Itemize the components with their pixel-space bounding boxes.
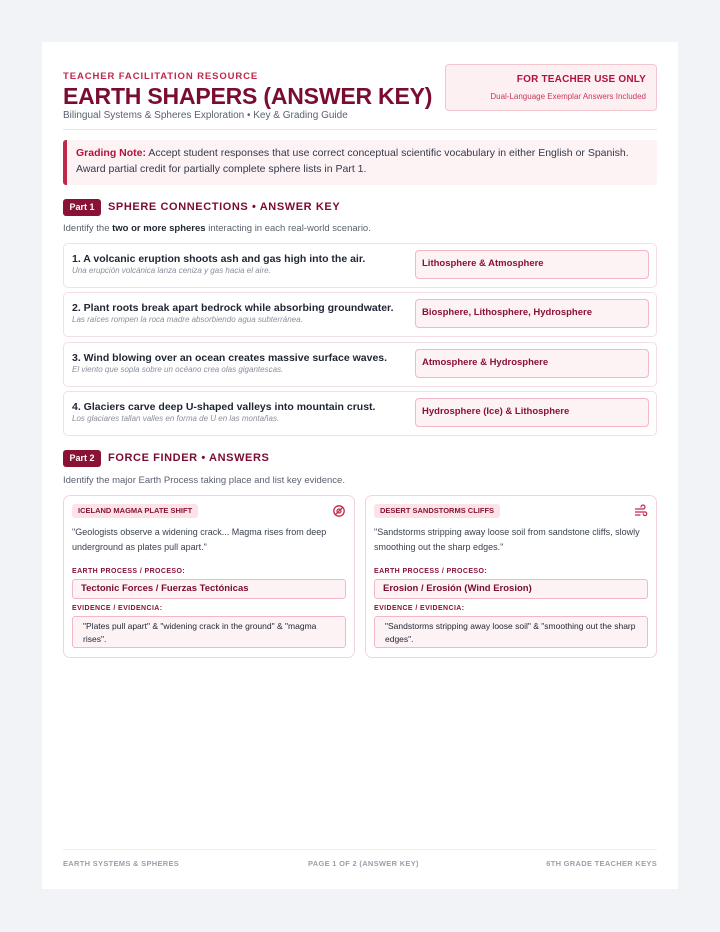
evidence-answer: "Sandstorms stripping away loose soil" & "smoothing out the sharp edges". [374, 616, 648, 648]
worksheet-page [42, 42, 678, 889]
card-quote: "Sandstorms stripping away loose soil from sandstone cliffs, slowly smoothing out the sharp edges." [374, 527, 640, 552]
part1-instruction-post: interacting in each real-world scenario. [205, 223, 371, 234]
teacher-use-title: FOR TEACHER USE ONLY [516, 74, 646, 85]
footer [63, 849, 657, 873]
scenario-spanish: Los glaciares tallan valles en forma de U en las montañas. [72, 414, 280, 423]
process-answer: Tectonic Forces / Fuerzas Tectónicas [72, 579, 346, 599]
evidence-label: EVIDENCE / EVIDENCIA: [72, 605, 163, 612]
scenario-answer: Lithosphere & Atmosphere [415, 250, 649, 279]
scenario-spanish: El viento que sopla sobre un océano crea olas gigantescas. [72, 365, 284, 374]
part1-instruction [63, 223, 371, 234]
footer-left: EARTH SYSTEMS & SPHERES [63, 859, 180, 868]
grading-note [63, 140, 657, 185]
page-subtitle: Bilingual Systems & Spheres Exploration • Key & Grading Guide [63, 110, 348, 121]
card-tag: DESERT SANDSTORMS CLIFFS [374, 504, 500, 518]
scenario-question: 4. Glaciers carve deep U-shaped valleys into mountain crust. [72, 401, 376, 413]
part2-badge: Part 2 [63, 450, 101, 467]
teacher-use-box [445, 64, 657, 111]
card-quote: "Geologists observe a widening crack... Magma rises from deep underground as plates pull apart." [72, 527, 327, 552]
scenario-row [63, 342, 657, 387]
scenario-answer: Hydrosphere (Ice) & Lithosphere [415, 398, 649, 427]
force-card-desert [365, 495, 657, 658]
part2-instruction: Identify the major Earth Process taking place and list key evidence. [63, 475, 345, 486]
scenario-question: 3. Wind blowing over an ocean creates massive surface waves. [72, 352, 388, 364]
process-answer: Erosion / Erosión (Wind Erosion) [374, 579, 648, 599]
evidence-label: EVIDENCE / EVIDENCIA: [374, 605, 465, 612]
part1-title: SPHERE CONNECTIONS • ANSWER KEY [108, 201, 341, 213]
part1-instruction-pre: Identify the [63, 223, 113, 234]
process-label: EARTH PROCESS / PROCESO: [374, 568, 488, 575]
teacher-use-subtitle: Dual-Language Exemplar Answers Included [490, 92, 646, 101]
footer-right: 6TH GRADE TEACHER KEYS [546, 859, 657, 868]
card-tag: ICELAND MAGMA PLATE SHIFT [72, 504, 198, 518]
scenario-answer: Biosphere, Lithosphere, Hydrosphere [415, 299, 649, 328]
part1-instruction-bold: two or more spheres [112, 223, 206, 234]
grading-note-label: Grading Note: [76, 147, 146, 159]
page-title: EARTH SHAPERS (ANSWER KEY) [63, 83, 433, 109]
scenario-question: 1. A volcanic eruption shoots ash and gas high into the air. [72, 253, 366, 265]
part1-badge: Part 1 [63, 199, 101, 216]
scenario-row [63, 243, 657, 288]
scenario-spanish: Las raíces rompen la roca madre absorbiendo agua subterránea. [72, 315, 303, 324]
part2-title: FORCE FINDER • ANSWERS [108, 452, 270, 464]
grading-note-text: Accept student responses that use correct conceptual scientific vocabulary in either English or Spanish. Award partial credit for partially complete sphere lists in Part 1. [76, 147, 629, 175]
header [63, 64, 657, 130]
scenario-row [63, 391, 657, 436]
scenario-question: 2. Plant roots break apart bedrock while absorbing groundwater. [72, 302, 394, 314]
footer-center: PAGE 1 OF 2 (ANSWER KEY) [308, 859, 419, 868]
eyebrow-label: TEACHER FACILITATION RESOURCE [63, 71, 259, 82]
scenario-answer: Atmosphere & Hydrosphere [415, 349, 649, 378]
process-label: EARTH PROCESS / PROCESO: [72, 568, 186, 575]
target-icon [332, 504, 346, 518]
evidence-answer: "Plates pull apart" & "widening crack in the ground" & "magma rises". [72, 616, 346, 648]
force-card-iceland [63, 495, 355, 658]
scenario-spanish: Una erupción volcánica lanza ceniza y gas hacia el aire. [72, 266, 271, 275]
wind-icon [634, 504, 648, 518]
scenario-row [63, 292, 657, 337]
